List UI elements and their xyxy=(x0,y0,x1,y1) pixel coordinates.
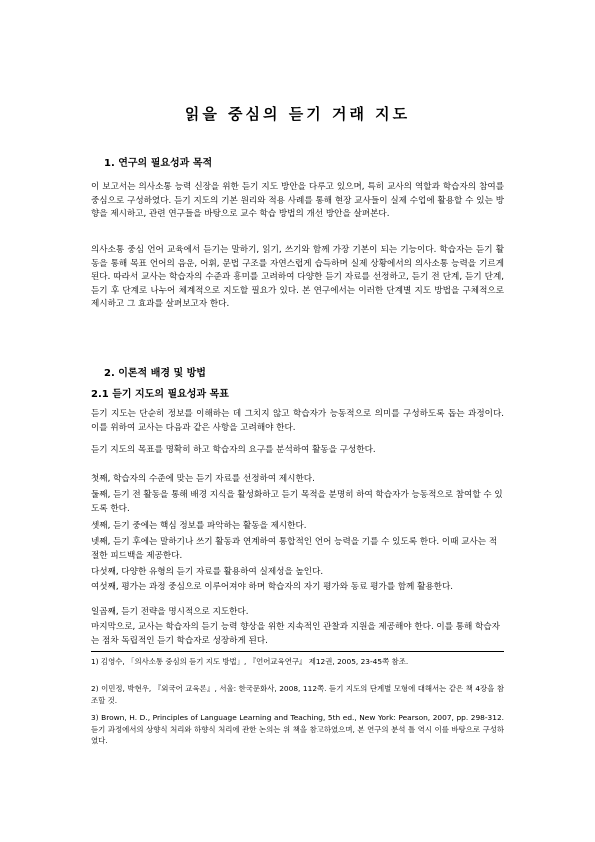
list-item: 셋째, 듣기 중에는 핵심 정보를 파악하는 활동을 제시한다. xyxy=(91,521,307,531)
paragraph-1: 이 보고서는 의사소통 능력 신장을 위한 듣기 지도 방안을 다루고 있으며, 특히 교사의 역할과 학습자의 참여를 중심으로 구성하였다. 듣기 지도의 기본 원리와 적용 사례를 통해 현장 교사들이 실제 수업에 활용할 수 있는 방향을 제시하고, 관련 연구들을 바탕으로 교수 학습 방법의 개선 방안을 살펴본다. xyxy=(91,182,504,220)
footnote-1: 1) 김영수, 「의사소통 중심의 듣기 지도 방법」, 『언어교육연구』 제12권, 2005, 23-45쪽 참조. xyxy=(91,657,409,666)
list-item: 첫째, 학습자의 수준에 맞는 듣기 자료를 선정하여 제시한다. xyxy=(91,474,315,484)
sub-heading: 2.1 듣기 지도의 필요성과 목표 xyxy=(91,389,229,400)
list-item: 여섯째, 평가는 과정 중심으로 이루어져야 하며 학습자의 자기 평가와 동료 평가를 함께 활용한다. xyxy=(91,582,454,592)
paragraph-4: 듣기 지도의 목표를 명확히 하고 학습자의 요구를 분석하여 활동을 구성한다. xyxy=(91,445,376,455)
footnote-2: 2) 이민정, 박현우, 『외국어 교육론』, 서울: 한국문화사, 2008, 112쪽. 듣기 지도의 단계별 모형에 대해서는 같은 책 4장을 참조할 것. xyxy=(91,684,504,705)
list-item: 일곱째, 듣기 전략을 명시적으로 지도한다. xyxy=(91,607,249,617)
footnote-divider xyxy=(91,651,504,652)
paragraph-3: 듣기 지도는 단순히 정보를 이해하는 데 그치지 않고 학습자가 능동적으로 의미를 구성하도록 돕는 과정이다. 이를 위하여 교사는 다음과 같은 사항을 고려해야 한다. xyxy=(91,409,504,433)
list-item: 다섯째, 다양한 유형의 듣기 자료를 활용하여 실제성을 높인다. xyxy=(91,567,324,577)
list-item: 마지막으로, 교사는 학습자의 듣기 능력 향상을 위한 지속적인 관찰과 지원을 제공해야 한다. 이를 통해 학습자는 점차 독립적인 듣기 학습자로 성장하게 된다. xyxy=(91,622,500,646)
list-item: 넷째, 듣기 후에는 말하기나 쓰기 활동과 연계하여 통합적인 언어 능력을 기를 수 있도록 한다. 이때 교사는 적절한 피드백을 제공한다. xyxy=(91,537,498,561)
paragraph-2: 의사소통 중심 언어 교육에서 듣기는 말하기, 읽기, 쓰기와 함께 가장 기본이 되는 기능이다. 학습자는 듣기 활동을 통해 목표 언어의 음운, 어휘, 문법 구조를 자연스럽게 습득하며 실제 상황에서의 의사소통 능력을 기르게 된다. 따라서 교사는 학습자의 수준과 흥미를 고려하여 다양한 듣기 자료를 선정하고, 듣기 전 단계, 듣기 단계, 듣기 후 단계로 나누어 체계적으로 지도할 필요가 있다. 본 연구에서는 이러한 단계별 지도 방법을 구체적으로 제시하고 그 효과를 살펴보고자 한다. xyxy=(91,245,504,310)
section-heading-2: 2. 이론적 배경 및 방법 xyxy=(104,368,206,379)
section-heading-1: 1. 연구의 필요성과 목적 xyxy=(104,158,213,169)
list-item: 둘째, 듣기 전 활동을 통해 배경 지식을 활성화하고 듣기 목적을 분명히 하여 학습자가 능동적으로 참여할 수 있도록 한다. xyxy=(91,490,503,514)
page-title: 읽을 중심의 듣기 거래 지도 xyxy=(184,105,411,123)
footnote-3: 3) Brown, H. D., Principles of Language Learning and Teaching, 5th ed., New York: Pearson, 2007, pp. 298-312. 듣기 과정에서의 상향식 처리와 하향식 처리에 관한 논의는 위 책을 참고하였으며, 본 연구의 분석 틀 역시 이를 바탕으로 구성하였다. xyxy=(91,713,504,746)
